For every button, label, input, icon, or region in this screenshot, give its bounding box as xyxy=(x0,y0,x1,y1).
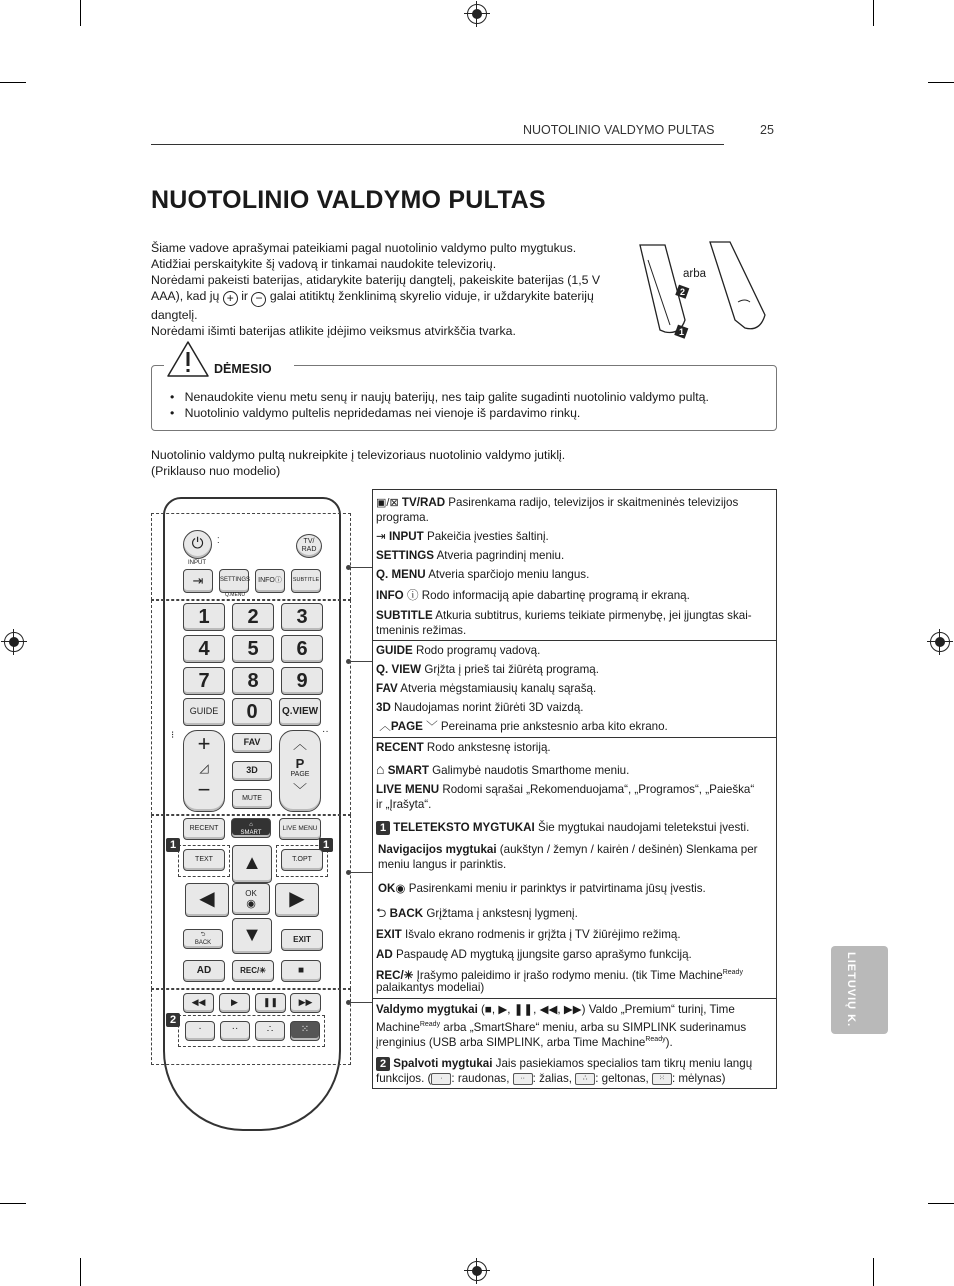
page-number: 25 xyxy=(760,123,774,137)
guide-button[interactable]: GUIDE xyxy=(183,698,225,726)
desc-line: AD Paspaudę AD mygtuką įjungsite garso aprašymo funkciją. xyxy=(376,948,692,961)
crop-mark xyxy=(0,1203,26,1204)
green-button[interactable]: ·· xyxy=(220,1021,250,1041)
sensor-dots: ⁚ xyxy=(217,536,220,545)
desc-line: GUIDE Rodo programų vadovą. xyxy=(376,644,541,657)
connector-dot xyxy=(346,1000,351,1005)
connector-dot xyxy=(346,870,351,875)
pointing-text: Nuotolinio valdymo pultą nukreipkite į televizoriaus nuotolinio valdymo jutiklį. (Priklauso nuo modelio) xyxy=(151,448,566,478)
desc-line: ︿PAGE ﹀ Pereinama prie ankstesnio arba kito ekrano. xyxy=(379,720,668,733)
right-arrow-button[interactable]: ▶ xyxy=(275,883,319,917)
desc-line: Q. MENU Atveria sparčiojo meniu langus. xyxy=(376,568,590,581)
digit-9-button[interactable]: 9 xyxy=(281,667,323,695)
page-title: NUOTOLINIO VALDYMO PULTAS xyxy=(151,186,546,214)
desc-line: LIVE MENU Rodomi sąrašai „Rekomenduojama“, „Programos“, „Paieška“ xyxy=(376,783,755,796)
crop-mark xyxy=(80,1258,81,1286)
volume-icon: ◿ xyxy=(199,761,209,775)
connector-dot xyxy=(346,565,351,570)
crop-mark xyxy=(80,0,81,26)
info-button[interactable]: INFOⓘ xyxy=(255,569,285,593)
yellow-key-icon: ∴ xyxy=(575,1073,595,1085)
mute-button[interactable]: MUTE xyxy=(232,789,272,809)
digit-4-button[interactable]: 4 xyxy=(183,635,225,663)
desc-line: palaikantys modeliai) xyxy=(376,981,485,994)
power-button[interactable]: ⏻ xyxy=(183,530,212,559)
intro-text: Šiame vadove aprašymai pateikiami pagal nuotolinio valdymo pulto mygtukus. Atidžiai perskaitykite šį vadovą ir tinkamai naudokite televizorių. Norėdami pakeisti baterijas, atidarykite baterijų dangtelį, pakeiskite baterijas (1,5 V AAA), kad jų + ir − galai atitiktų ženklinimą skyrelio viduje, ir uždarykite baterijų dangtelį. Norėdami išimti baterijas atlikite įdėjimo veiksmus atvirkščia tvarka. xyxy=(151,241,601,338)
caution-item: • Nuotolinio valdymo pultelis nepridedamas nei vienoje iš pardavimo rinkų. xyxy=(170,406,581,420)
digit-7-button[interactable]: 7 xyxy=(183,667,225,695)
volume-up-icon: + xyxy=(197,731,211,756)
desc-line: įrenginius (USB arba SIMPLINK, arba Time Machine$^{Ready}$). xyxy=(376,1035,673,1049)
desc-line: INFO ⓘ Rodo informaciją apie dabartinę programą ir ekraną. xyxy=(376,589,690,602)
desc-line: ⮌ BACK Grįžtama į ankstesnį lygmenį. xyxy=(376,905,578,920)
crop-mark xyxy=(0,82,26,83)
button-description-table xyxy=(372,489,777,1089)
desc-line: tmeninis režimas. xyxy=(376,624,467,637)
connector-line xyxy=(350,872,372,873)
desc-line: Machine$^{Ready}$ arba „SmartShare“ meniu, arba su SIMPLINK suderinamus xyxy=(376,1020,747,1034)
svg-text:1: 1 xyxy=(679,327,685,337)
desc-line: RECENT Rodo ankstesnę istoriją. xyxy=(376,741,551,754)
volume-down-icon: − xyxy=(197,777,211,802)
input-label: INPUT xyxy=(188,560,206,566)
crop-mark xyxy=(928,82,954,83)
chevron-down-icon: ﹀ xyxy=(293,782,307,798)
tv-rad-button[interactable]: TV/ RAD xyxy=(296,534,322,558)
qview-button[interactable]: Q.VIEW xyxy=(279,698,321,726)
desc-line: OK◉ Pasirenkami meniu ir parinktys ir patvirtinama jūsų įvestis. xyxy=(378,882,706,895)
battery-illustration xyxy=(630,240,780,345)
tactile-dots: ⁝ xyxy=(171,730,175,741)
ok-circle-icon: ◉ xyxy=(246,898,256,910)
desc-line: ▣/⊠ TV/RAD Pasirenkama radijo, televizijos ir skaitmeninės televizijos xyxy=(376,496,739,509)
plus-icon: + xyxy=(223,291,238,306)
3d-button[interactable]: 3D xyxy=(232,761,272,781)
text-button[interactable]: TEXT xyxy=(183,849,225,871)
left-arrow-button[interactable]: ◀ xyxy=(185,883,229,917)
connector-line xyxy=(350,661,372,662)
digit-2-button[interactable]: 2 xyxy=(232,603,274,631)
crop-mark xyxy=(873,1258,874,1286)
connector-dot xyxy=(346,659,351,664)
desc-line: 1 TELETEKSTO MYGTUKAI Šie mygtukai naudojami teletekstui įvesti. xyxy=(376,820,770,835)
crop-mark xyxy=(928,1203,954,1204)
volume-rocker[interactable] xyxy=(183,730,225,812)
fav-button[interactable]: FAV xyxy=(232,733,272,753)
chevron-up-icon: ︿ xyxy=(379,720,391,733)
ok-button[interactable]: OK ◉ xyxy=(232,883,270,915)
connector-line xyxy=(350,1002,372,1003)
caution-list xyxy=(170,389,770,421)
stop-button[interactable]: ■ xyxy=(281,960,321,982)
up-arrow-button[interactable]: ▲ xyxy=(232,845,272,883)
header-rule xyxy=(151,144,724,145)
desc-line: EXIT Išvalo ekrano rodmenis ir grįžta į TV žiūrėjimo režimą. xyxy=(376,928,681,941)
desc-line: ⇥ INPUT Pakeičia įvesties šaltinį. xyxy=(376,530,549,543)
desc-line: funkcijos. ( · : raudonas, ·· : žalias, ∴ : geltonas, ⁙ : mėlynas) xyxy=(376,1072,726,1085)
fast-forward-button[interactable]: ▶▶ xyxy=(290,993,321,1013)
desc-line: SETTINGS Atveria pagrindinį meniu. xyxy=(376,549,565,562)
rec-button[interactable]: REC/✳ xyxy=(232,960,274,982)
smart-button[interactable]: ⌂ SMART xyxy=(231,818,271,838)
connector-line xyxy=(350,567,372,568)
desc-line: SUBTITLE Atkuria subtitrus, kuriems teikiate pirmenybę, jei įjungtas skai- xyxy=(376,609,752,622)
running-header: NUOTOLINIO VALDYMO PULTAS xyxy=(523,123,715,137)
desc-line: programa. xyxy=(376,511,429,524)
blue-button[interactable]: ⁙ xyxy=(290,1021,320,1041)
marker-1: 1 xyxy=(319,838,333,852)
registration-mark-icon xyxy=(467,1261,487,1281)
marker-2: 2 xyxy=(166,1013,180,1027)
red-button[interactable]: · xyxy=(185,1021,215,1041)
blue-key-icon: ⁙ xyxy=(652,1073,672,1085)
digit-6-button[interactable]: 6 xyxy=(281,635,323,663)
marker-1: 1 xyxy=(166,838,180,852)
desc-line: FAV Atveria mėgstamiausių kanalų sąrašą. xyxy=(376,682,597,695)
desc-section xyxy=(373,640,776,738)
desc-line: ⌂ SMART Galimybė naudotis Smarthome meniu. xyxy=(376,761,630,777)
input-icon: ⇥ xyxy=(376,530,386,543)
info-icon: ⓘ xyxy=(406,589,419,602)
desc-line: Navigacijos mygtukai (aukštyn / žemyn / kairėn / dešinėn) Slenkama per xyxy=(378,843,758,856)
chevron-up-icon: ︿ xyxy=(293,736,307,752)
digit-0-button[interactable]: 0 xyxy=(232,698,272,726)
back-button[interactable]: ⮌ BACK xyxy=(183,929,223,949)
page-rocker[interactable]: ︿ P PAGE ﹀ xyxy=(279,730,321,812)
desc-section xyxy=(373,737,776,999)
language-tab: LIETUVIŲ K. xyxy=(831,946,888,1034)
battery-arba-label: arba xyxy=(683,268,707,280)
rewind-button[interactable]: ◀◀ xyxy=(183,993,214,1013)
down-arrow-button[interactable]: ▼ xyxy=(232,918,272,954)
tactile-dots: ·· xyxy=(322,726,329,737)
desc-section xyxy=(373,998,776,1089)
digit-1-button[interactable]: 1 xyxy=(183,603,225,631)
topt-button[interactable]: T.OPT xyxy=(281,849,323,871)
digit-8-button[interactable]: 8 xyxy=(232,667,274,695)
settings-button[interactable]: SETTINGS xyxy=(219,569,249,593)
subtitle-button[interactable]: SUBTITLE xyxy=(291,569,321,593)
play-button[interactable]: ▶ xyxy=(219,993,250,1013)
back-icon: ⮌ xyxy=(200,932,206,938)
ok-circle-icon: ◉ xyxy=(395,882,406,895)
home-icon: ⌂ xyxy=(376,761,385,777)
caution-item: • Nenaudokite vienu metu senų ir naujų baterijų, nes taip galite sugadinti nuotolinio valdymo pultą. xyxy=(170,390,709,404)
yellow-button[interactable]: ∴ xyxy=(255,1021,285,1041)
chevron-down-icon: ﹀ xyxy=(426,720,438,733)
qmenu-label: Q.MENU xyxy=(225,592,245,598)
svg-text:2: 2 xyxy=(680,287,686,297)
tv-radio-icon: ▣/⊠ xyxy=(376,497,399,509)
registration-mark-icon xyxy=(467,4,487,24)
desc-line: REC/✳ Įrašymo paleidimo ir įrašo rodymo meniu. (tik Time Machine$^{Ready}$ xyxy=(376,968,743,982)
back-icon: ⮌ xyxy=(376,905,387,920)
desc-line: meniu langus ir parinktis. xyxy=(378,858,507,871)
digit-5-button[interactable]: 5 xyxy=(232,635,274,663)
desc-line: ir „Įrašyta“. xyxy=(376,798,432,811)
red-key-icon: · xyxy=(431,1073,451,1085)
registration-mark-icon xyxy=(930,632,950,652)
ad-button[interactable]: AD xyxy=(183,960,225,982)
registration-mark-icon xyxy=(4,632,24,652)
recent-button[interactable]: RECENT xyxy=(183,818,225,840)
green-key-icon: ·· xyxy=(513,1073,533,1085)
desc-line: 3D Naudojamas norint žiūrėti 3D vaizdą. xyxy=(376,701,584,714)
group-outline xyxy=(151,513,351,600)
live-menu-button[interactable]: LIVE MENU xyxy=(279,818,321,840)
desc-line: Valdymo mygtukai (■, ▶, ❚❚, ◀◀, ▶▶) Valdo „Premium“ turinį, Time xyxy=(376,1003,735,1016)
desc-section xyxy=(373,490,776,640)
desc-line: 2 Spalvoti mygtukai Jais pasiekiamos specialios tam tikrų meniu langų xyxy=(376,1056,770,1071)
crop-mark xyxy=(873,0,874,26)
pause-button[interactable]: ❚❚ xyxy=(255,993,286,1013)
input-button[interactable]: ⇥ xyxy=(183,569,213,593)
caution-heading: DĖMESIO xyxy=(214,362,272,376)
minus-icon: − xyxy=(251,292,266,307)
desc-line: Q. VIEW Grįžta į prieš tai žiūrėtą programą. xyxy=(376,663,599,676)
home-icon: ⌂ xyxy=(249,822,253,828)
exit-button[interactable]: EXIT xyxy=(281,929,323,951)
warning-icon xyxy=(166,340,210,378)
digit-3-button[interactable]: 3 xyxy=(281,603,323,631)
